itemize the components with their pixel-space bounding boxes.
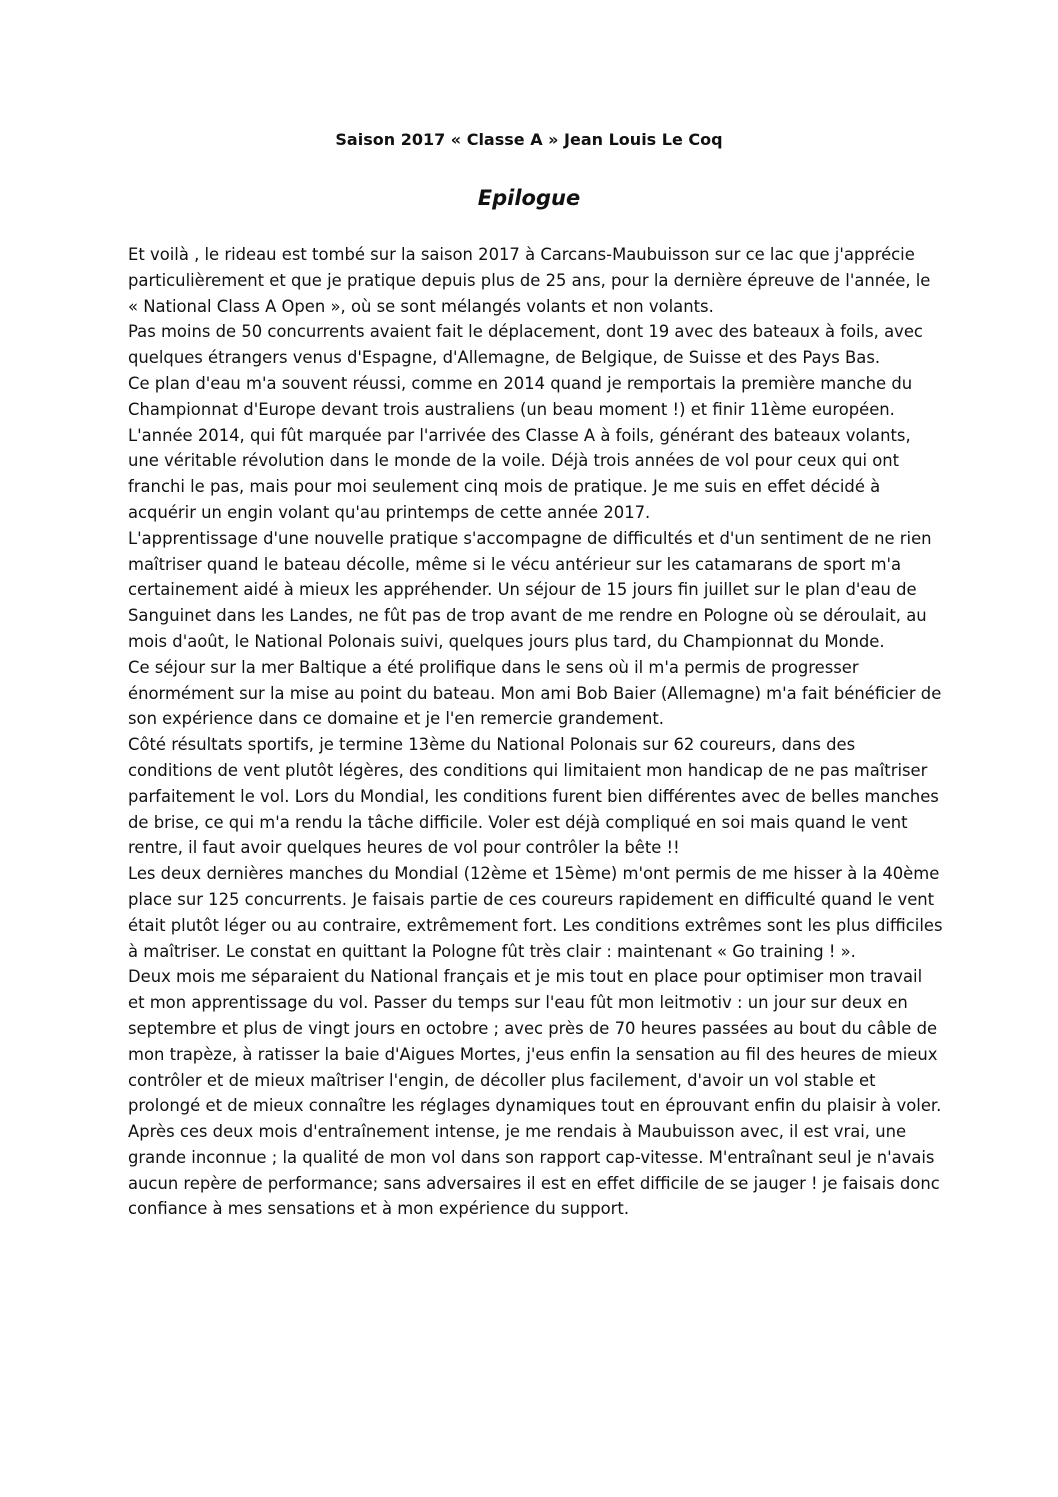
paragraph-3: Ce plan d'eau m'a souvent réussi, comme en 2014 quand je remportais la première manche du Championnat d'Europe devant trois australiens (un beau moment !) et finir 11ème européen. L'année 2014, qui fût marquée par l'arrivée des Classe A à foils, générant des bateaux volants, une véritable révolution dans le monde de la voile. Déjà trois années de vol pour ceux qui ont franchi le pas, mais pour moi seulement cinq mois de pratique. Je me suis en effet décidé à acquérir un engin volant qu'au printemps de cette année 2017. (128, 373, 913, 522)
paragraph-2: Pas moins de 50 concurrents avaient fait le déplacement, dont 19 avec des bateaux à foils, avec quelques étrangers venus d'Espagne, d'Allemagne, de Belgique, de Suisse et des Pays Bas. (128, 322, 923, 368)
document-subtitle: Epilogue (477, 186, 581, 210)
document-body (128, 242, 943, 1222)
paragraph-8: Deux mois me séparaient du National français et je mis tout en place pour optimiser mon travail et mon apprentissage du vol. Passer du temps sur l'eau fût mon leitmotiv : un jour sur deux en septembre et plus de vingt jours en octobre ; avec près de 70 heures passées au bout du câble de mon trapèze, à ratisser la baie d'Aigues Mortes, j'eus enfin la sensation au fil des heures de mieux contrôler et de mieux maîtriser l'engin, de décoller plus facilement, d'avoir un vol stable et prolongé et de mieux connaître les réglages dynamiques tout en éprouvant enfin du plaisir à voler. (128, 967, 942, 1116)
document-title: Saison 2017 « Classe A » Jean Louis Le Coq (335, 130, 723, 149)
paragraph-7: Les deux dernières manches du Mondial (12ème et 15ème) m'ont permis de me hisser à la 40ème place sur 125 concurrents. Je faisais partie de ces coureurs rapidement en difficulté quand le vent était plutôt léger ou au contraire, extrêmement fort. Les conditions extrêmes sont les plus difficiles à maîtriser. Le constat en quittant la Pologne fût très clair : maintenant « Go training ! ». (128, 864, 943, 961)
paragraph-9: Après ces deux mois d'entraînement intense, je me rendais à Maubuisson avec, il est vrai, une grande inconnue ; la qualité de mon vol dans son rapport cap-vitesse. M'entraînant seul je n'avais aucun repère de performance; sans adversaires il est en effet difficile de se jauger ! je faisais donc confiance à mes sensations et à mon expérience du support. (128, 1122, 940, 1219)
paragraph-5: Ce séjour sur la mer Baltique a été prolifique dans le sens où il m'a permis de progresser énormément sur la mise au point du bateau. Mon ami Bob Baier (Allemagne) m'a fait bénéficier de son expérience dans ce domaine et je l'en remercie grandement. (128, 657, 942, 729)
paragraph-6: Côté résultats sportifs, je termine 13ème du National Polonais sur 62 coureurs, dans des conditions de vent plutôt légères, des conditions qui limitaient mon handicap de ne pas maîtriser parfaitement le vol. Lors du Mondial, les conditions furent bien différentes avec de belles manches de brise, ce qui m'a rendu la tâche difficile. Voler est déjà compliqué en soi mais quand le vent rentre, il faut avoir quelques heures de vol pour contrôler la bête !! (128, 735, 939, 858)
paragraph-4: L'apprentissage d'une nouvelle pratique s'accompagne de difficultés et d'un sentiment de ne rien maîtriser quand le bateau décolle, même si le vécu antérieur sur les catamarans de sport m'a certainement aidé à mieux les appréhender. Un séjour de 15 jours fin juillet sur le plan d'eau de Sanguinet dans les Landes, ne fût pas de trop avant de me rendre en Pologne où se déroulait, au mois d'août, le National Polonais suivi, quelques jours plus tard, du Championnat du Monde. (128, 528, 932, 651)
paragraph-1: Et voilà , le rideau est tombé sur la saison 2017 à Carcans-Maubuisson sur ce lac que j'apprécie particulièrement et que je pratique depuis plus de 25 ans, pour la dernière épreuve de l'année, le « National Class A Open », où se sont mélangés volants et non volants. (128, 245, 931, 316)
